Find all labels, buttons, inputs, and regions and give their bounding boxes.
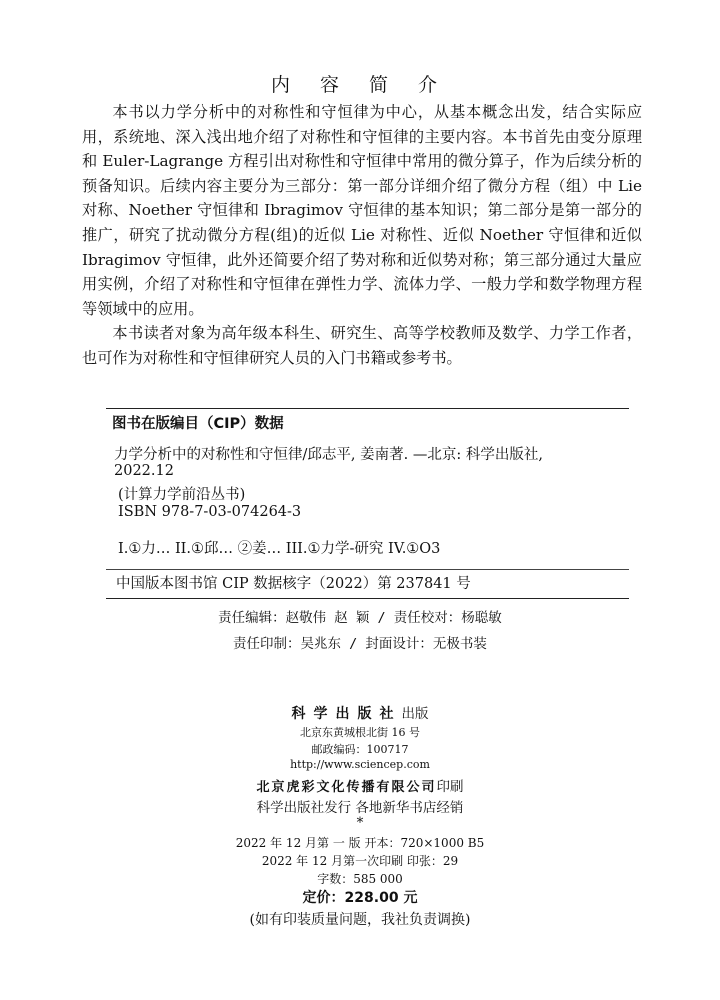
publisher-line bbox=[0, 702, 720, 723]
abstract-paragraph-1: 本书以力学分析中的对称性和守恒律为中心，从基本概念出发，结合实际应用，系统地、深入浅出地介绍了对称性和守恒律的主要内容。本书首先由变分原理和 Euler-Lagrange 方程引出对称性和守恒律中常用的微分算子，作为后续分析的预备知识。后续内容主要分为三部分：第一部分详细介绍了微分方程（组）中 Lie 对称、Noether 守恒律和 Ibragimov 守恒律的基本知识；第二部分是第一部分的推广，研究了扰动微分方程(组)的近似 Lie 对称性、近似 Noether 守恒律和近似 Ibragimov 守恒律，此外还简要介绍了势对称和近似势对称；第三部分通过大量应用实例，介绍了对称性和守恒律在弹性力学、流体力学、一般力学和数学物理方程等领域中的应用。 bbox=[82, 103, 642, 318]
cip-number: 中国版本图书馆 CIP 数据核字（2022）第 237841 号 bbox=[116, 576, 471, 592]
cip-entry-line-2: 2022.12 bbox=[114, 463, 174, 479]
credits-editors: 责任编辑：赵敬伟 赵 颖 / 责任校对：杨聪敏 bbox=[218, 610, 502, 626]
credits-production: 责任印制：吴兆东 / 封面设计：无极书装 bbox=[233, 636, 487, 652]
cip-bottom-divider bbox=[106, 598, 629, 599]
cip-inner-divider bbox=[106, 569, 629, 570]
cip-top-divider bbox=[106, 408, 629, 409]
word-count-line: 字数：585 000 bbox=[317, 872, 403, 886]
separator-star: * bbox=[356, 815, 364, 831]
publisher-website: http://www.sciencep.com bbox=[290, 758, 430, 771]
cip-series: (计算力学前沿丛书) bbox=[118, 487, 246, 503]
abstract bbox=[82, 100, 642, 371]
cip-classification: I.①力… II.①邱… ②姜… III.①力学-研究 IV.①O3 bbox=[118, 541, 441, 557]
publisher-address: 北京东黄城根北街 16 号 bbox=[300, 726, 420, 739]
quality-note: (如有印装质量问题，我社负责调换) bbox=[249, 912, 471, 928]
printer-suffix: 印刷 bbox=[436, 779, 464, 795]
publisher-name: 科学出版社 bbox=[291, 706, 402, 722]
page-title: 内 容 简 介 bbox=[270, 74, 450, 96]
publisher-suffix: 出版 bbox=[401, 706, 429, 722]
printer-line bbox=[0, 775, 720, 795]
cip-heading: 图书在版编目（CIP）数据 bbox=[112, 416, 284, 432]
cip-entry-line-1: 力学分析中的对称性和守恒律/邱志平, 姜南著. —北京: 科学出版社, bbox=[114, 447, 543, 463]
printer-name: 北京虎彩文化传播有限公司 bbox=[256, 780, 437, 795]
publisher-postcode: 邮政编码：100717 bbox=[311, 743, 409, 756]
abstract-paragraph-2: 本书读者对象为高年级本科生、研究生、高等学校教师及数学、力学工作者，也可作为对称性和守恒律研究人员的入门书籍或参考书。 bbox=[82, 324, 642, 367]
printing-line: 2022 年 12 月第一次印刷 印张：29 bbox=[261, 854, 459, 868]
distribution-line: 科学出版社发行 各地新华书店经销 bbox=[256, 800, 464, 816]
cip-isbn: ISBN 978-7-03-074264-3 bbox=[118, 504, 302, 520]
edition-line: 2022 年 12 月第 一 版 开本：720×1000 B5 bbox=[235, 836, 485, 850]
price-line: 定价：228.00 元 bbox=[302, 890, 418, 906]
